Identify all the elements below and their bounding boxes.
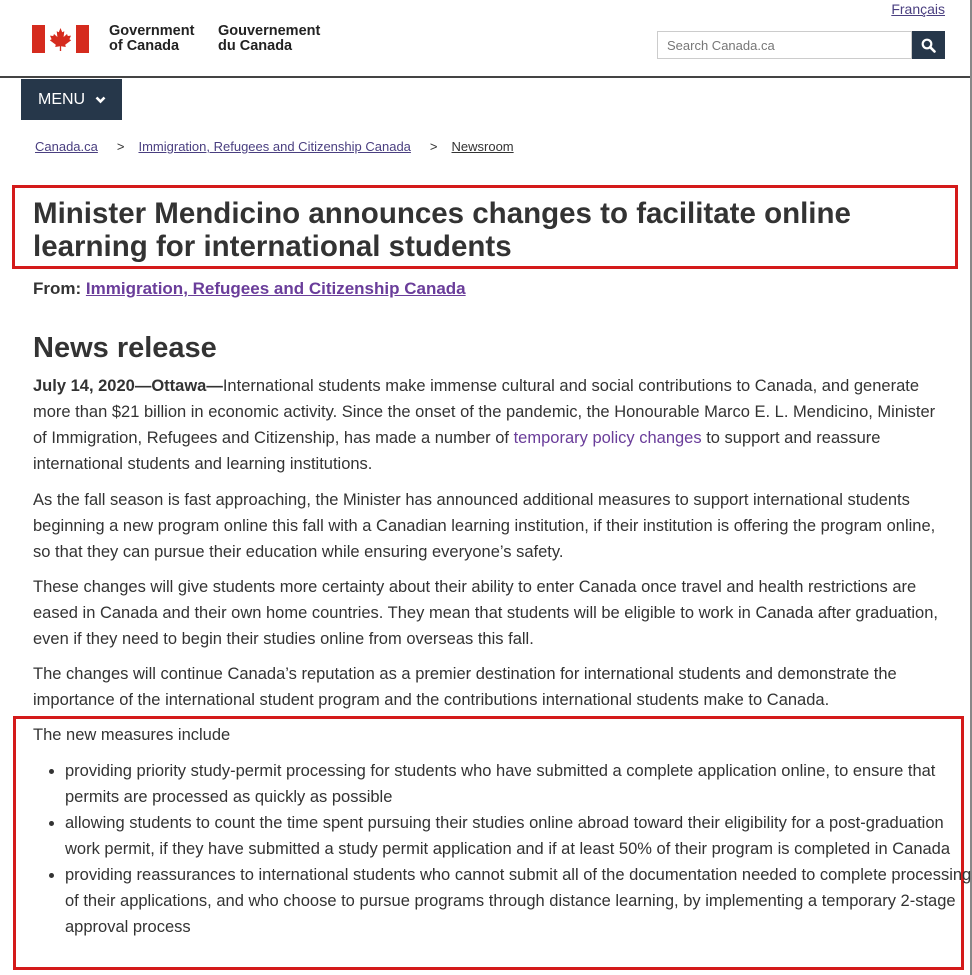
measures-list xyxy=(33,758,972,940)
header-divider xyxy=(0,76,970,78)
breadcrumb-canada[interactable]: Canada.ca xyxy=(35,139,98,154)
gouvernement-du-canada-signature: Gouvernement du Canada xyxy=(218,23,321,54)
from-label: From: xyxy=(33,279,82,298)
breadcrumb-ircc[interactable]: Immigration, Refugees and Citizenship Canada xyxy=(138,139,411,154)
government-of-canada-signature: Government of Canada xyxy=(109,23,195,54)
list-item: • providing priority study-permit processing for students who have submitted a complete application online, to ensure that permits are processed as quickly as possible xyxy=(65,758,972,810)
breadcrumb-separator: > xyxy=(429,139,438,154)
search-placeholder: Search Canada.ca xyxy=(667,38,775,53)
breadcrumb-newsroom[interactable]: Newsroom xyxy=(451,139,514,154)
paragraph-3: These changes will give students more certainty about their ability to enter Canada once travel and health restrictions are eased in Canada and their own home countries. They mean that students will be eligible to work in Canada after graduation, even if they need to begin their studies online from overseas this fall. xyxy=(33,578,938,648)
menu-label: MENU xyxy=(38,90,86,108)
search-button[interactable] xyxy=(912,31,945,59)
intro-text-a: International students make immense cultural and social contributions to Canada, and generate more than $21 billion in economic activity. Since the onset of the pandemic, the Honourable Marco E. L. Mendicino, Minister of Immigration, Refugees and Citizenship, has made a number of xyxy=(33,377,936,447)
breadcrumb xyxy=(35,139,514,154)
language-toggle-link[interactable]: Français xyxy=(891,1,945,17)
intro-text-b: to support and reassure international students and learning institutions. xyxy=(33,429,881,473)
from-line xyxy=(33,279,466,299)
list-item: • allowing students to count the time spent pursuing their studies online abroad toward their eligibility for a post-graduation work permit, if they have submitted a study permit application and if at least 50% of their program is completed in Canada xyxy=(65,810,972,862)
paragraph-4: The changes will continue Canada’s reputation as a premier destination for international students and demonstrate the importance of the international student program and the contributions international students make to Canada. xyxy=(33,665,897,709)
section-heading: News release xyxy=(33,332,217,364)
breadcrumb-separator: > xyxy=(116,139,125,154)
page-title: Minister Mendicino announces changes to facilitate online learning for international students xyxy=(33,197,851,263)
chevron-down-icon xyxy=(95,96,106,104)
canada-flag-logo[interactable] xyxy=(32,25,89,53)
measures-intro: The new measures include xyxy=(33,726,231,744)
menu-button[interactable] xyxy=(21,79,122,120)
from-department-link[interactable]: Immigration, Refugees and Citizenship Canada xyxy=(85,279,466,298)
list-item: • providing reassurances to international students who cannot submit all of the documentation needed to complete processing of their applications, and who choose to pursue programs through distance learning, by implementing a temporary 2-stage approval process xyxy=(65,862,972,940)
dateline: July 14, 2020—Ottawa— xyxy=(33,377,223,395)
temporary-policy-changes-link[interactable]: temporary policy changes xyxy=(513,429,702,447)
paragraph-2: As the fall season is fast approaching, the Minister has announced additional measures to support international students beginning a new program online this fall with a Canadian learning institution, if their institution is offering the program online, so that they can pursue their education while ensuring everyone’s safety. xyxy=(33,491,936,561)
paragraph-intro xyxy=(33,373,948,477)
search-input[interactable] xyxy=(657,31,912,59)
magnifier-icon xyxy=(921,38,936,53)
